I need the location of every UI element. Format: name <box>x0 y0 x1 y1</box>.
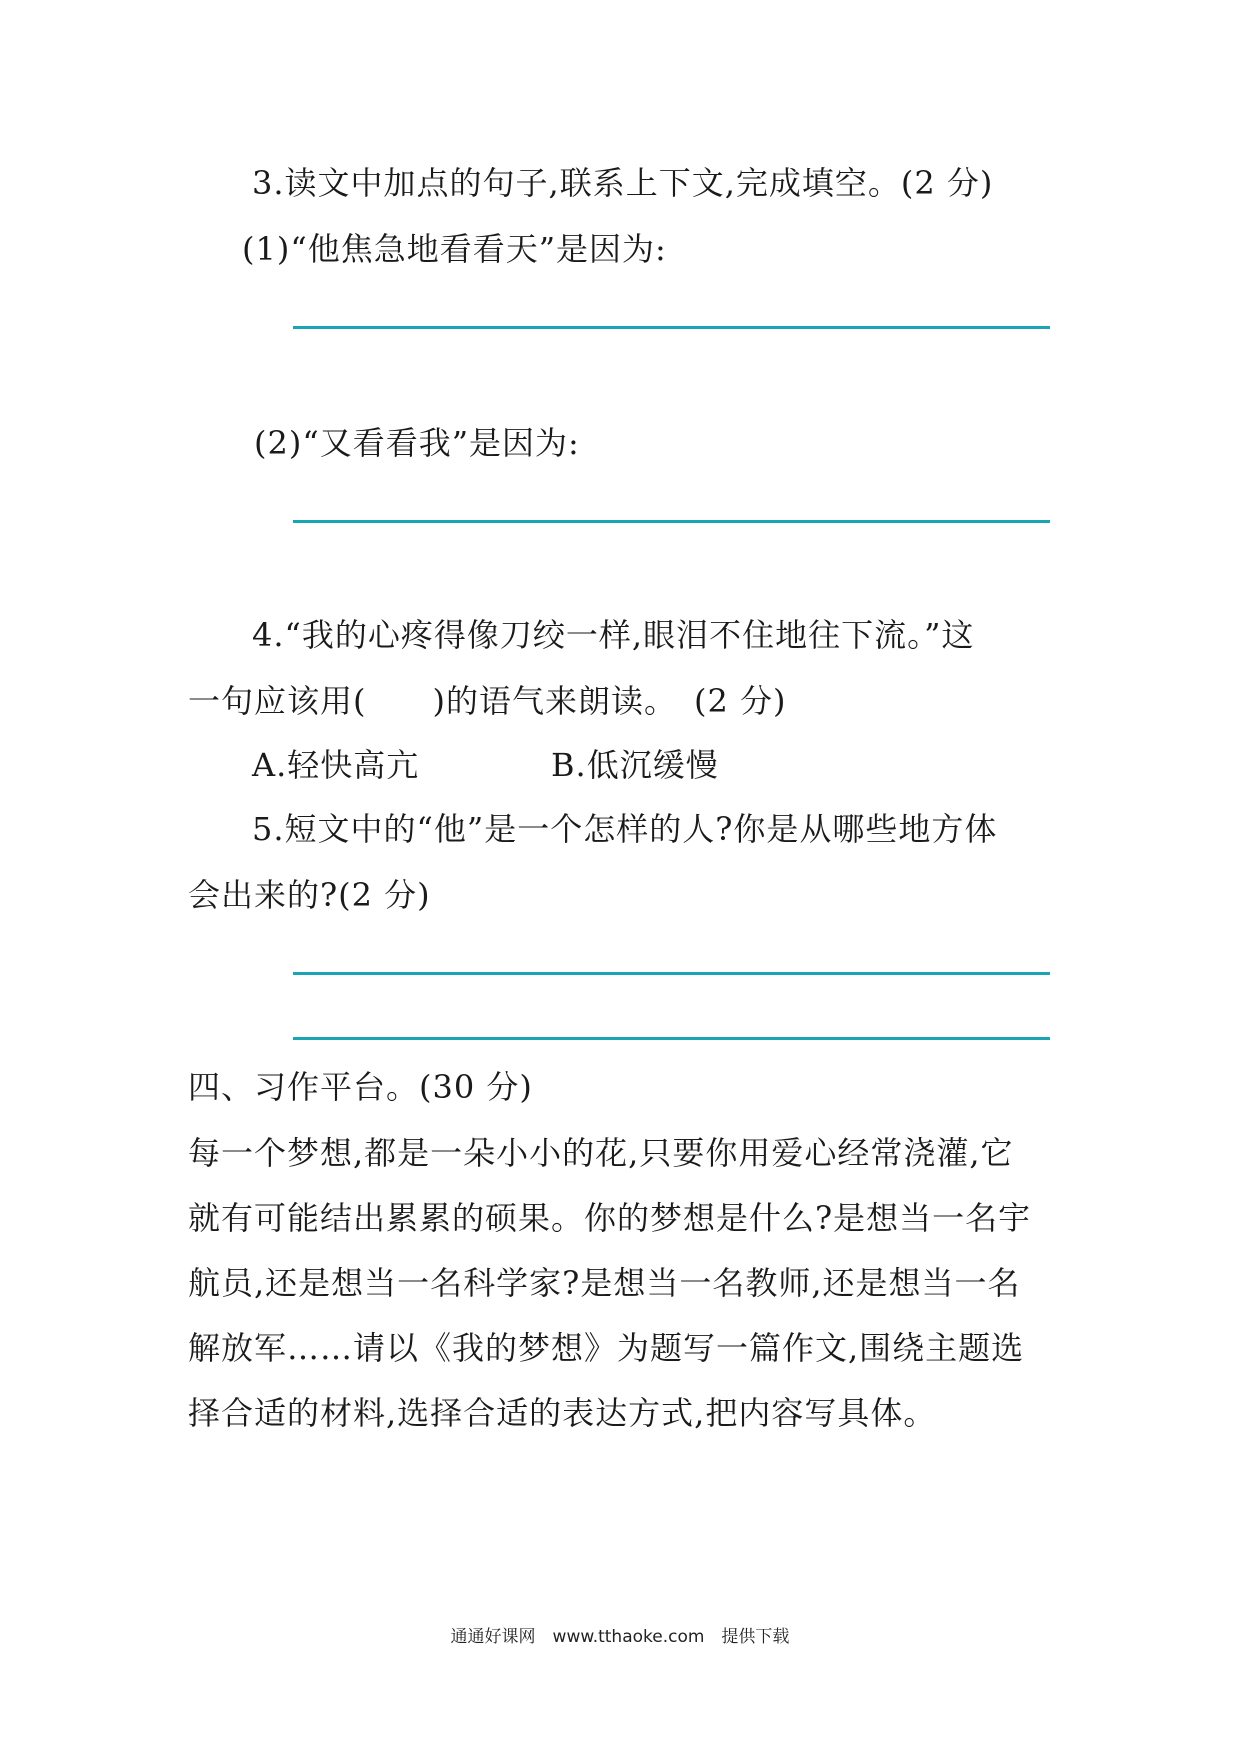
answer-line-3-1[interactable] <box>293 326 1050 329</box>
question-3-sub2: (2)“又看看我”是因为: <box>254 424 580 462</box>
section-4-heading: 四、习作平台。(30 分) <box>188 1068 533 1106</box>
option-b: B.低沉缓慢 <box>551 746 719 784</box>
essay-prompt-line-3: 航员,还是想当一名科学家?是想当一名教师,还是想当一名 <box>188 1264 1021 1302</box>
essay-prompt-line-5: 择合适的材料,选择合适的表达方式,把内容写具体。 <box>188 1394 937 1432</box>
question-4-line1: 4.“我的心疼得像刀绞一样,眼泪不住地往下流。”这 <box>252 616 975 654</box>
option-a: A.轻快高亢 <box>252 746 420 784</box>
answer-line-3-2[interactable] <box>293 520 1050 523</box>
footer-source: 通通好课网 www.tthaoke.com 提供下载 <box>450 1627 790 1647</box>
question-5-line2: 会出来的?(2 分) <box>188 876 431 914</box>
essay-prompt-line-4: 解放军……请以《我的梦想》为题写一篇作文,围绕主题选 <box>188 1329 1025 1367</box>
question-3-stem: 3.读文中加点的句子,联系上下文,完成填空。(2 分) <box>252 164 994 202</box>
answer-line-5-1[interactable] <box>293 972 1050 975</box>
essay-prompt-line-2: 就有可能结出累累的硕果。你的梦想是什么?是想当一名宇 <box>188 1199 1032 1237</box>
answer-line-5-2[interactable] <box>293 1037 1050 1040</box>
essay-prompt-line-1: 每一个梦想,都是一朵小小的花,只要你用爱心经常浇灌,它 <box>188 1134 1014 1172</box>
question-4-line2: 一句应该用( )的语气来朗读。 (2 分) <box>188 682 787 720</box>
question-3-sub1: (1)“他焦急地看看天”是因为: <box>242 230 667 268</box>
question-5-line1: 5.短文中的“他”是一个怎样的人?你是从哪些地方体 <box>252 810 998 848</box>
